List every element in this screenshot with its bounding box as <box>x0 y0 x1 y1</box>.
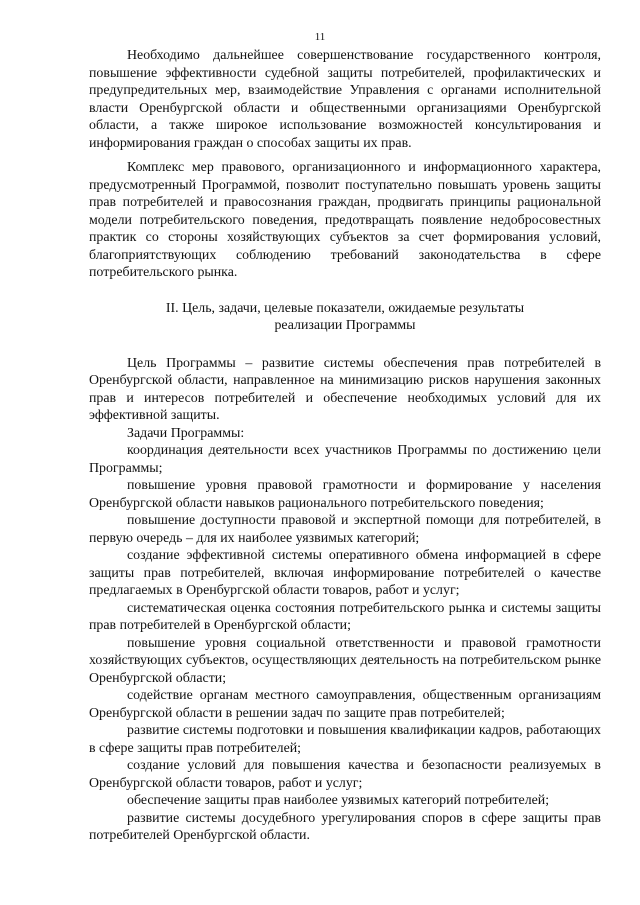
section-heading-line-1: II. Цель, задачи, целевые показатели, ожидаемые результаты <box>165 300 525 316</box>
goal-paragraph: Цель Программы – развитие системы обеспечения прав потребителей в Оренбургской области, направленное на минимизацию рисков нарушения законных прав и интересов потребителей и обеспечение необходимых условий для их эффективной защиты. <box>89 355 601 423</box>
task-item: создание условий для повышения качества и безопасности реализуемых в Оренбургской области товаров, работ и услуг; <box>89 758 601 791</box>
section-heading-line-2: реализации Программы <box>274 318 416 333</box>
section-heading <box>89 300 601 335</box>
task-item: повышение уровня правовой грамотности и формирование у населения Оренбургской области навыков рационального потребительского поведения; <box>89 478 601 511</box>
intro-paragraph-2: Комплекс мер правового, организационного и информационного характера, предусмотренный Программой, позволит поступательно повышать уровень защиты прав потребителей и правосознания граждан, продвигать принципы рациональной модели потребительского поведения, предотвращать появление недобросовестных практик со стороны хозяйствующих субъектов за счет формирования условий, благоприятствующих соблюдению требований законодательства в сфере потребительского рынка. <box>89 160 601 280</box>
task-item: систематическая оценка состояния потребительского рынка и системы защиты прав потребителей в Оренбургской области; <box>89 600 601 633</box>
task-item: обеспечение защиты прав наиболее уязвимых категорий потребителей; <box>127 793 550 808</box>
task-item: повышение доступности правовой и экспертной помощи для потребителей, в первую очередь – для их наиболее уязвимых категорий; <box>89 513 601 546</box>
task-item: развитие системы подготовки и повышения квалификации кадров, работающих в сфере защиты прав потребителей; <box>89 723 601 756</box>
task-item: создание эффективной системы оперативного обмена информацией в сфере защиты прав потребителей, включая информирование потребителей о качестве предлагаемых в Оренбургской области товаров, работ и услуг; <box>89 548 601 598</box>
document-body <box>89 47 601 845</box>
task-item: повышение уровня социальной ответственности и правовой грамотности хозяйствующих субъектов, осуществляющих деятельность на потребительском рынке Оренбургской области; <box>89 635 601 686</box>
tasks-label: Задачи Программы: <box>127 425 245 441</box>
task-item: содействие органам местного самоуправления, общественным организациям Оренбургской области в решении задач по защите прав потребителей; <box>89 688 601 721</box>
task-item: развитие системы досудебного урегулирования споров в сфере защиты прав потребителей Оренбургской области. <box>89 810 601 843</box>
intro-paragraph-1: Необходимо дальнейшее совершенствование государственного контроля, повышение эффективности судебной защиты потребителей, профилактических и предупредительных мер, взаимодействие Управления с органами исполнительной власти Оренбургской области и общественными организациями Оренбургской области, а также широкое использование возможностей консультирования и информирования граждан о способах защиты их прав. <box>89 48 601 151</box>
page-number: 11 <box>314 31 326 43</box>
task-item: координация деятельности всех участников Программы по достижению цели Программы; <box>89 443 601 476</box>
